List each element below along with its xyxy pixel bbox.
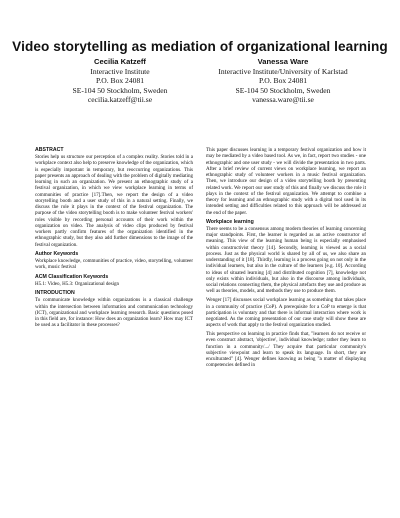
author-block-2 [198,57,368,105]
body-paragraph: There seems to be a consensus among modern theories of learning concerning major standpoints. First, the learner is regarded as an active constructor of meaning. This view of the learning human being is especially emphasised within constructivist theory [14]. Secondly, learning is viewed as a social process. Just as the physical world is shared by all of us, we also share an understanding of it [18]. Thirdly, learning is a process going on not only in the individual learners, but also in the culture of the learners [e.g. 10]. According to ideas of situated learning [4] and distributed cognition [7], knowledge not only exists within individuals, but also in the discourse among individuals, social relations connecting them, the physical artefacts they use and produce as well as theories, models, and methods they use to produce them. [206,225,366,295]
author-box: P.O. Box 24081 [95,76,145,86]
left-column [35,147,193,331]
author-box: P.O. Box 24081 [258,76,308,86]
keywords-text: Workplace knowledge, communities of practice, video, storytelling, volunteer work, music festival [35,258,193,271]
abstract-text: Stories help us structure our perception of a complex reality. Stories told in a workplace context also help to preserve knowledge of the organization, which is especially important in temporary, but reoccurring organizations. This paper presents an approach of dealing with the problem of digitally mediating learning in such an organization. We present an ethnographic study of a festival organization, in which we view workplace learning in terms of communities of practice [17].Then, we report the design of a video storytelling booth and a user study of this in a natural setting. Finally, we discuss the role it plays in the context of the festival organization. The purpose of the video storytelling booth is to make volunteer festival workers' roles visible by recording personal accounts of their work within the organization on video. The analysis of video clips produced by festival workers partly confirm features of the organization identified in the ethnographic study, but they also add further dimensions to the image of the festival organization. [35,154,193,248]
author-email: vanessa.ware@tii.se [252,95,314,105]
author-email: cecilia.katzeff@tii.se [87,95,153,105]
body-paragraph: This perspective on learning in practice finds that, "learners do not receive or even construct abstract, 'objective', individual knowledge; rather they learn to function in a community/.../ They acquire that particular community's subjective viewpoint and learn to speak its language. In short, they are enculturated" [4]. Wenger defines knowing as being "a matter of displaying competencies defined in [206,331,366,369]
author-block-1 [35,57,205,105]
body-paragraph: This paper discusses learning in a temporary festival organization and how it may be mediated by a video based tool. As we, in fact, report two studies - one ethnographic and one user study - we will divide the presentation in two parts. After a brief review of current views on workplace learning, we report an ethnographic study of volunteer workers in a music festival organization. Then, we introduce our design of a video storytelling booth by presenting related work. We report our user study of this and finally we discuss the role it plays in the context of the festival organization. We attempt to combine a theory for learning and an ethnographic study with a digital tool used in its intended setting and difficulties related to this approach will be addressed at the end of the paper. [206,147,366,216]
author-name: Cecilia Katzeff [94,57,146,66]
introduction-text: To communicate knowledge within organizations is a classical challenge within the intersection between information and communication technology (ICT), organizational and workplace learning research. Basic questions posed in this field are, for instance: How does an organization learn? How may ICT be used as a facilitator in these processes? [35,297,193,329]
acm-heading: ACM Classification Keywords [35,273,109,280]
author-city: SE-104 50 Stockholm, Sweden [72,85,168,95]
right-column [206,147,366,371]
author-institute: Interactive Institute/University of Karlstad [218,66,348,76]
workplace-learning-heading: Workplace learning [206,218,254,225]
author-name: Vanessa Ware [257,57,309,66]
abstract-heading: ABSTRACT [35,147,64,153]
keywords-heading: Author Keywords [35,250,79,257]
body-paragraph: Wenger [17] discusses social workplace learning as something that takes place in a community of practice (CoP). A prerequisite for a CoP to emerge is that participation is voluntary and that there is informal interaction where work is negotiated. As the coming presentation of our case study will show these are aspects of work that apply to the festival organization studied. [206,297,366,329]
acm-text: H5.1: Video, H5.3: Organizational design [35,280,120,287]
paper-title: Video storytelling as mediation of organizational learning [12,39,388,54]
author-institute: Interactive Institute [90,66,150,76]
author-city: SE-104 50 Stockholm, Sweden [235,85,331,95]
introduction-heading: INTRODUCTION [35,290,75,297]
